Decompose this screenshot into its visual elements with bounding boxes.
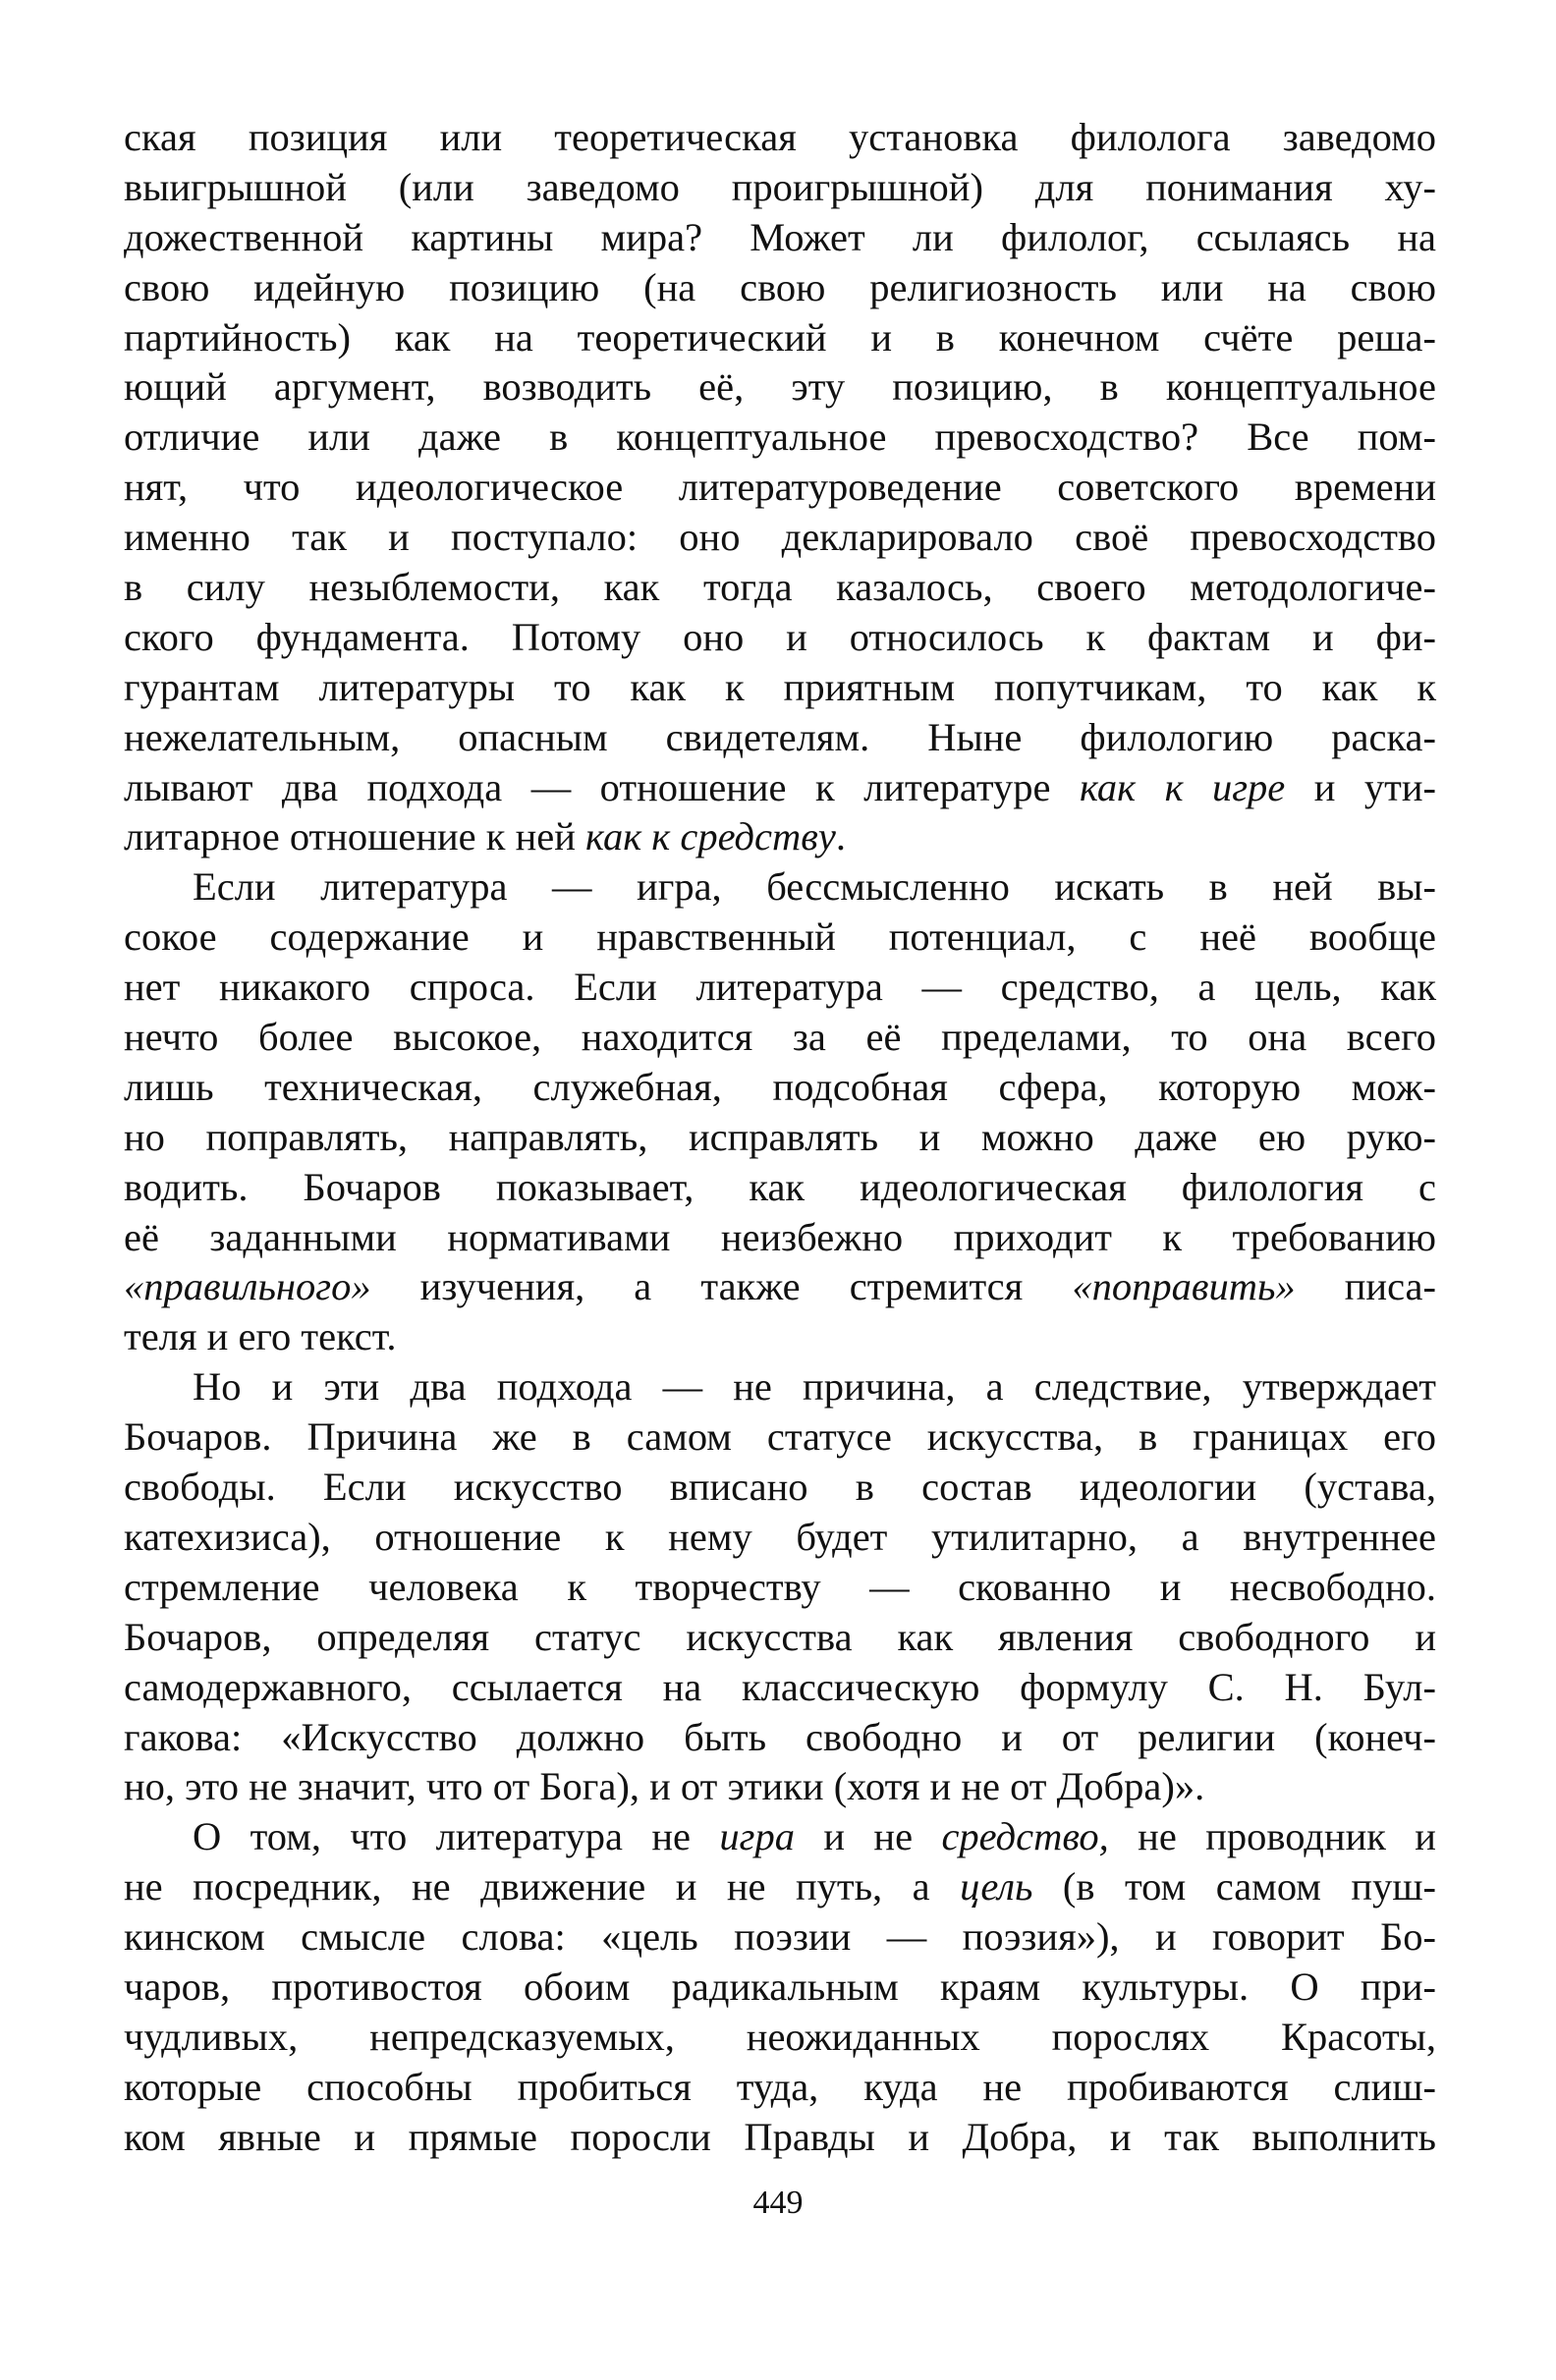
text-segment: свою идейную позицию (на свою религиозность или на свою — [124, 264, 1436, 309]
text-line — [124, 1463, 1436, 1513]
text-line — [124, 1412, 1436, 1463]
text-segment: водить. Бочаров показывает, как идеологическая филология с — [124, 1164, 1436, 1209]
text-line — [124, 1262, 1436, 1312]
text-line — [124, 1163, 1436, 1213]
text-segment: ская позиция или теоретическая установка филолога заведомо — [124, 115, 1436, 159]
text-segment: которые способны пробиться туда, куда не пробиваются слиш- — [124, 2064, 1436, 2109]
text-segment: чудливых, непредсказуемых, неожиданных порослях Красоты, — [124, 2014, 1436, 2059]
text-segment: но поправлять, направлять, исправлять и можно даже ею руко- — [124, 1114, 1436, 1159]
text-segment: ком явные и прямые поросли Правды и Добра, и так выполнить — [124, 2114, 1436, 2159]
text-segment: отличие или даже в концептуальное превосходство? Все пом- — [124, 415, 1436, 460]
text-segment: партийность) как на теоретический и в конечном счёте реша- — [124, 314, 1436, 360]
text-line — [124, 1862, 1436, 1912]
text-segment: ского фундамента. Потому оно и относилось к фактам и фи- — [124, 614, 1436, 659]
text-segment: литарное отношение к ней — [124, 814, 586, 859]
italic-text: как к игре — [1079, 764, 1286, 809]
text-segment: гакова: «Искусство должно быть свободно и от религии (конеч- — [124, 1714, 1436, 1759]
text-segment: и не — [794, 1814, 942, 1859]
text-segment: лывают два подхода — отношение к литературе — [124, 764, 1080, 809]
text-segment: сокое содержание и нравственный потенциал, с неё вообще — [124, 914, 1436, 960]
text-line — [124, 1063, 1436, 1113]
text-segment: её заданными нормативами неизбежно приходит к требованию — [124, 1214, 1436, 1259]
text-segment: Если литература — игра, бессмысленно искать в ней вы- — [193, 864, 1436, 910]
text-segment: нет никакого спроса. Если литература — средство, а цель, как — [124, 965, 1436, 1010]
italic-text: «правильного» — [124, 1264, 371, 1309]
italic-text: как к средству — [585, 814, 836, 859]
text-line — [124, 713, 1436, 763]
text-line — [124, 163, 1436, 213]
text-segment: (в том самом пуш- — [1032, 1864, 1436, 1910]
text-segment: и ути- — [1285, 764, 1436, 809]
text-line — [124, 1013, 1436, 1063]
text-segment: не посредник, не движение и не путь, а — [124, 1864, 961, 1910]
text-segment: нежелательным, опасным свидетелям. Ныне филологию раска- — [124, 714, 1436, 759]
text-segment: не проводник и — [1108, 1814, 1436, 1859]
text-line — [124, 663, 1436, 713]
text-line — [124, 1563, 1436, 1613]
text-segment: свободы. Если искусство вписано в состав идеологии (устава, — [124, 1465, 1436, 1510]
text-line — [124, 1713, 1436, 1763]
text-segment: чаров, противостоя обоим радикальным краям культуры. О при- — [124, 1964, 1436, 2009]
text-segment: именно так и поступало: оно декларировало своё превосходство — [124, 515, 1436, 560]
text-segment: Но и эти два подхода — не причина, а следствие, утверждает — [193, 1364, 1436, 1410]
paragraph — [124, 113, 1436, 862]
text-line — [124, 1963, 1436, 2013]
text-segment: . — [835, 814, 846, 859]
text-segment: писа- — [1295, 1264, 1437, 1309]
text-segment: кинском смысле слова: «цель поэзии — поэзия»), и говорит Бо- — [124, 1914, 1436, 1960]
text-line — [124, 263, 1436, 313]
italic-text: «поправить» — [1072, 1264, 1296, 1309]
text-line — [124, 362, 1436, 413]
text-line — [124, 2063, 1436, 2113]
text-segment: нят, что идеологическое литературоведение советского времени — [124, 465, 1436, 510]
italic-text: средство, — [941, 1814, 1109, 1859]
text-segment: но, это не значит, что от Бога), и от этики (хотя и не от Добра)». — [124, 1764, 1205, 1809]
text-line — [124, 1113, 1436, 1163]
text-line — [124, 1362, 1436, 1412]
text-line — [124, 1513, 1436, 1563]
text-segment: Бочаров. Причина же в самом статусе искусства, в границах его — [124, 1414, 1436, 1460]
text-segment: катехизиса), отношение к нему будет утилитарно, а внутреннее — [124, 1514, 1436, 1559]
text-line — [124, 413, 1436, 463]
italic-text: игра — [719, 1814, 795, 1859]
text-line — [124, 213, 1436, 263]
text-line — [124, 463, 1436, 513]
text-segment: выигрышной (или заведомо проигрышной) для понимания ху- — [124, 164, 1436, 209]
text-line — [124, 613, 1436, 663]
body-text — [124, 113, 1436, 2163]
paragraph — [124, 862, 1436, 1362]
text-line — [124, 2113, 1436, 2163]
text-line — [124, 763, 1436, 813]
text-line — [124, 1613, 1436, 1663]
text-line — [124, 862, 1436, 913]
text-segment: Бочаров, определяя статус искусства как явления свободного и — [124, 1614, 1436, 1659]
page-number: 449 — [752, 2185, 804, 2221]
text-segment: стремление человека к творчеству — скованно и несвободно. — [124, 1564, 1436, 1609]
text-line — [124, 1663, 1436, 1713]
text-line — [124, 513, 1436, 563]
text-line — [124, 1812, 1436, 1862]
text-line — [124, 963, 1436, 1013]
text-line — [124, 1213, 1436, 1263]
text-segment: теля и его текст. — [124, 1314, 397, 1359]
text-segment: О том, что литература не — [193, 1814, 720, 1859]
text-segment: самодержавного, ссылается на классическую формулу С. Н. Бул- — [124, 1664, 1436, 1709]
text-segment: дожественной картины мира? Может ли филолог, ссылаясь на — [124, 214, 1436, 259]
text-line — [124, 1762, 1436, 1812]
text-segment: гурантам литературы то как к приятным попутчикам, то как к — [124, 664, 1436, 709]
text-line — [124, 313, 1436, 363]
text-line — [124, 1912, 1436, 1963]
text-line — [124, 1312, 1436, 1362]
text-line — [124, 812, 1436, 862]
text-segment: изучения, а также стремится — [370, 1264, 1073, 1309]
text-line — [124, 913, 1436, 963]
text-line — [124, 563, 1436, 613]
italic-text: цель — [960, 1864, 1033, 1910]
paragraph — [124, 1362, 1436, 1812]
text-line — [124, 2013, 1436, 2063]
text-segment: лишь техническая, служебная, подсобная сфера, которую мож- — [124, 1064, 1436, 1109]
text-segment: в силу незыблемости, как тогда казалось, своего методологиче- — [124, 565, 1436, 610]
text-line — [124, 113, 1436, 163]
text-segment: ющий аргумент, возводить её, эту позицию, в концептуальное — [124, 364, 1436, 410]
text-segment: нечто более высокое, находится за её пределами, то она всего — [124, 1015, 1436, 1060]
paragraph — [124, 1812, 1436, 2162]
